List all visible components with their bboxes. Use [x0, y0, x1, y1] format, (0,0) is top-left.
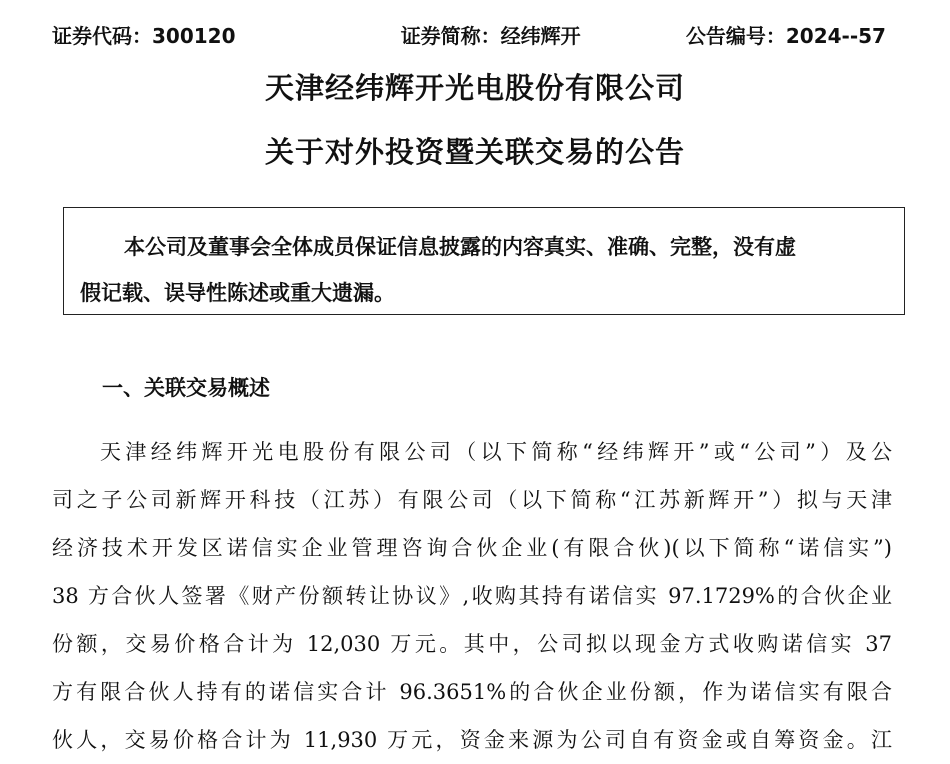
announcement-header: [52, 16, 886, 52]
paragraph-line: 38 方合伙人签署《财产份额转让协议》,收购其持有诺信实 97.1729%的合伙企业: [52, 584, 892, 608]
company-title: 天津经纬辉开光电股份有限公司: [264, 71, 685, 105]
section-paragraph: [52, 428, 892, 764]
paragraph-line: 伙人，交易价格合计为 11,930 万元，资金来源为公司自有资金或自筹资金。江: [52, 728, 892, 752]
notice-line-2: 假记载、误导性陈述或重大遗漏。: [80, 281, 395, 305]
paragraph-line: 方有限合伙人持有的诺信实合计 96.3651%的合伙企业份额，作为诺信实有限合: [52, 680, 892, 704]
stock-code: 证券代码：300120: [52, 23, 236, 48]
stock-abbreviation: 证券简称：经纬辉开: [400, 23, 581, 48]
paragraph-line: 经济技术开发区诺信实企业管理咨询合伙企业(有限合伙)(以下简称“诺信实”): [52, 536, 892, 560]
notice-line-1: 本公司及董事会全体成员保证信息披露的内容真实、准确、完整，没有虚: [124, 235, 796, 259]
section-heading: 一、关联交易概述: [102, 376, 270, 400]
paragraph-line: 司之子公司新辉开科技（江苏）有限公司（以下简称“江苏新辉开”）拟与天津: [52, 488, 892, 512]
announcement-title: 关于对外投资暨关联交易的公告: [264, 135, 685, 169]
announcement-number: 公告编号：2024--57: [685, 23, 886, 48]
board-guarantee-notice: [63, 207, 905, 315]
paragraph-line: 份额，交易价格合计为 12,030 万元。其中，公司拟以现金方式收购诺信实 37: [52, 632, 892, 656]
paragraph-line: 天津经纬辉开光电股份有限公司（以下简称“经纬辉开”或“公司”）及公: [100, 440, 892, 464]
